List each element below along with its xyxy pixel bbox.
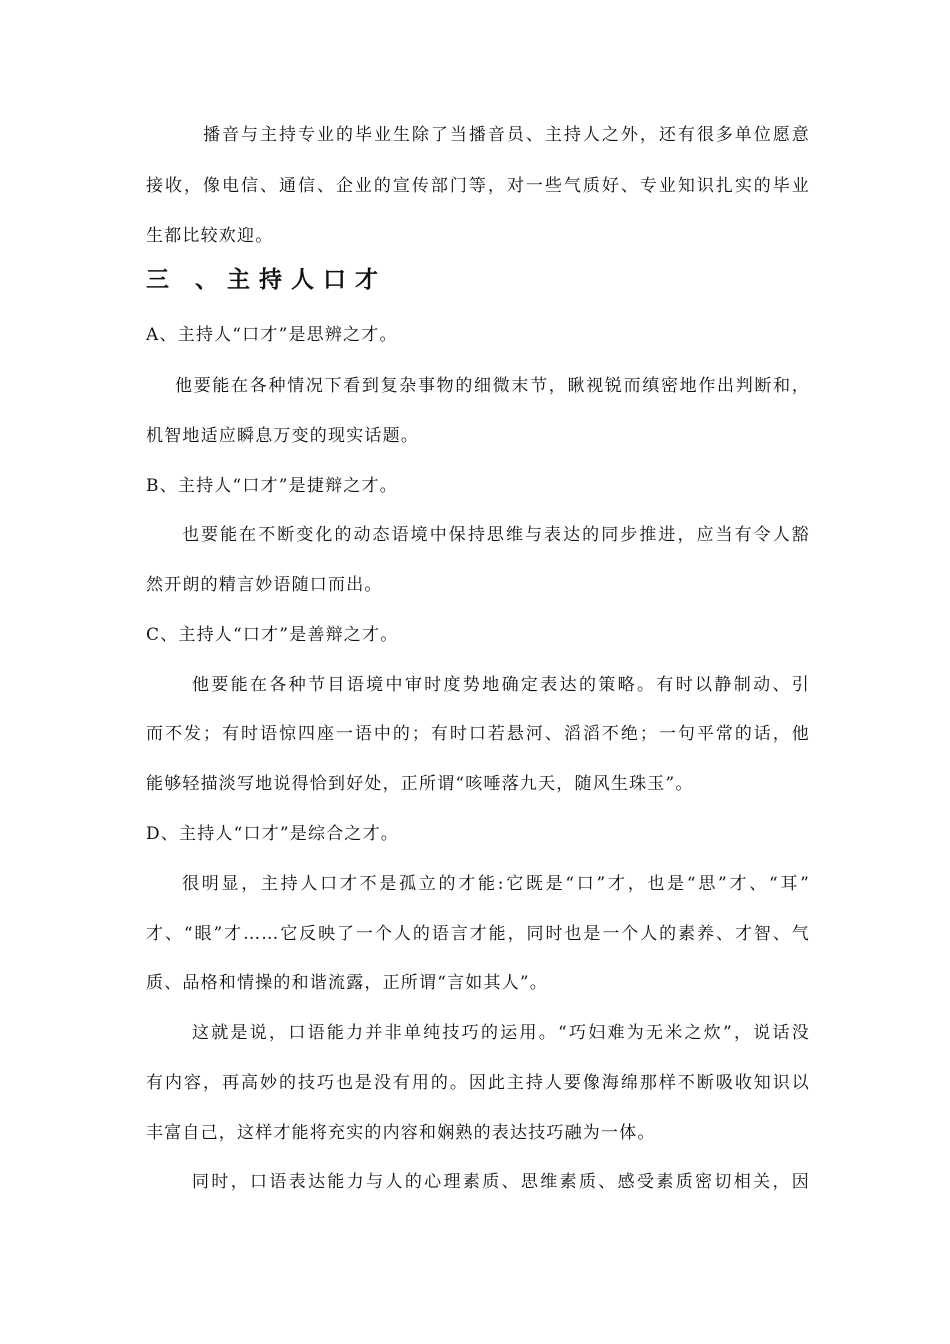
item-c-body-line-1: 他要能在各种节目语境中审时度势地确定表达的策略。有时以静制动、引 bbox=[192, 675, 810, 695]
paragraph-skill-line-2: 有内容，再高妙的技巧也是没有用的。因此主持人要像海绵那样不断吸收知识以 bbox=[146, 1073, 810, 1093]
item-b-heading: B、主持人“口才”是捷辩之才。 bbox=[146, 476, 398, 496]
paragraph-quality-line-1: 同时，口语表达能力与人的心理素质、思维素质、感受素质密切相关，因 bbox=[192, 1172, 810, 1192]
item-d-body-line-3: 质、品格和情操的和谐流露，正所谓“言如其人”。 bbox=[146, 973, 548, 993]
item-c-body-line-3: 能够轻描淡写地说得恰到好处，正所谓“咳唾落九天，随风生珠玉”。 bbox=[146, 774, 694, 794]
paragraph-1-line-3: 生都比较欢迎。 bbox=[146, 226, 274, 246]
item-b-body-line-2: 然开朗的精言妙语随口而出。 bbox=[146, 575, 383, 595]
paragraph-1-line-2: 接收，像电信、通信、企业的宣传部门等，对一些气质好、专业知识扎实的毕业 bbox=[146, 176, 810, 196]
item-a-heading: A、主持人“口才”是思辨之才。 bbox=[146, 325, 398, 345]
paragraph-skill-line-1: 这就是说，口语能力并非单纯技巧的运用。“巧妇难为无米之炊”，说话没 bbox=[192, 1023, 810, 1043]
item-a-body-line-2: 机智地适应瞬息万变的现实话题。 bbox=[146, 426, 419, 446]
paragraph-skill-line-3: 丰富自己，这样才能将充实的内容和娴熟的表达技巧融为一体。 bbox=[146, 1123, 656, 1143]
item-d-body-line-2: 才、“眼”才……它反映了一个人的语言才能，同时也是一个人的素养、才智、气 bbox=[146, 924, 810, 944]
item-a-body-line-1: 他要能在各种情况下看到复杂事物的细微末节，瞅视锐而缜密地作出判断和， bbox=[175, 376, 810, 396]
section-title: 三 、主持人口才 bbox=[146, 267, 388, 293]
item-c-body-line-2: 而不发；有时语惊四座一语中的；有时口若悬河、滔滔不绝；一句平常的话，他 bbox=[146, 724, 810, 744]
item-d-body-line-1: 很明显，主持人口才不是孤立的才能:它既是“口”才，也是“思”才、“耳” bbox=[182, 874, 810, 894]
item-d-heading: D、主持人“口才”是综合之才。 bbox=[146, 824, 400, 844]
item-b-body-line-1: 也要能在不断变化的动态语境中保持思维与表达的同步推进，应当有令人豁 bbox=[182, 525, 810, 545]
paragraph-1-line-1: 播音与主持专业的毕业生除了当播音员、主持人之外，还有很多单位愿意 bbox=[203, 125, 810, 145]
item-c-heading: C、主持人“口才”是善辩之才。 bbox=[146, 625, 399, 645]
